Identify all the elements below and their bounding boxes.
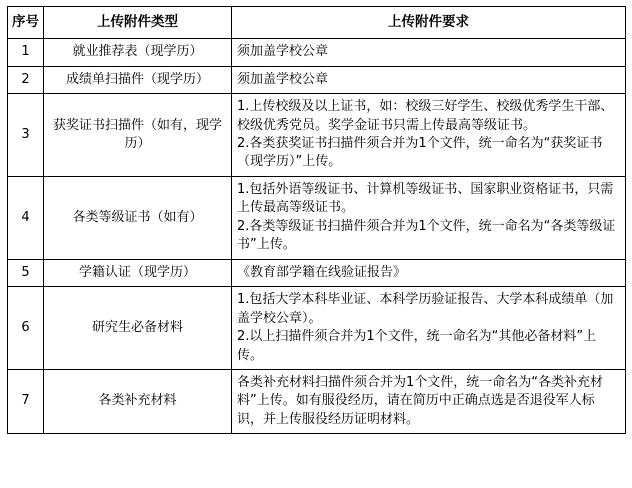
requirement-line: 1.包括大学本科毕业证、本科学历验证报告、大学本科成绩单（加盖学校公章）。 (237, 292, 614, 326)
row-attachment-requirement (232, 259, 626, 286)
requirement-line: 《教育部学籍在线验证报告》 (237, 264, 407, 280)
row-number: 3 (8, 94, 44, 177)
row-attachment-type: 研究生必备材料 (44, 287, 232, 370)
requirement-line: 2.各类获奖证书扫描件须合并为1个文件，统一命名为“获奖证书（现学历）”上传。 (237, 135, 603, 170)
requirement-line: 1.包括外语等级证书、计算机等级证书、国家职业资格证书，只需上传最高等级证书。 (237, 181, 614, 216)
table-row (8, 369, 626, 433)
attachment-requirements-table (7, 6, 626, 434)
requirement-line: 2.以上扫描件须合并为1个文件，统一命名为“其他必备材料”上传。 (237, 329, 597, 363)
column-header-requirement: 上传附件要求 (232, 7, 626, 39)
row-attachment-type: 获奖证书扫描件（如有，现学历） (44, 94, 232, 177)
column-header-type: 上传附件类型 (44, 7, 232, 39)
row-attachment-type: 成绩单扫描件（现学历） (44, 66, 232, 93)
row-attachment-requirement (232, 39, 626, 66)
table-row (8, 176, 626, 259)
table-header-row (8, 7, 626, 39)
row-attachment-type: 就业推荐表（现学历） (44, 39, 232, 66)
row-attachment-requirement (232, 287, 626, 370)
row-attachment-type: 各类补充材料 (44, 369, 232, 433)
row-attachment-type: 学籍认证（现学历） (44, 259, 232, 286)
row-number: 7 (8, 369, 44, 433)
table-row (8, 94, 626, 177)
row-number: 2 (8, 66, 44, 93)
table-row (8, 287, 626, 370)
requirement-line: 须加盖学校公章 (237, 44, 329, 60)
column-header-number: 序号 (8, 7, 44, 39)
table-row (8, 66, 626, 93)
row-number: 6 (8, 287, 44, 370)
requirement-line: 1.上传校级及以上证书，如：校级三好学生、校级优秀学生干部、校级优秀党员。奖学金证书只需上传最高等级证书。 (237, 99, 614, 133)
row-attachment-requirement (232, 94, 626, 177)
requirement-line: 各类补充材料扫描件须合并为1个文件，统一命名为“各类补充材料”上传。如有服役经历，请在简历中正确点选是否退役军人标识，并上传服役经历证明材料。 (237, 374, 604, 427)
row-attachment-type: 各类等级证书（如有） (44, 176, 232, 259)
row-number: 4 (8, 176, 44, 259)
row-number: 5 (8, 259, 44, 286)
table-row (8, 259, 626, 286)
requirement-line: 2.各类等级证书扫描件须合并为1个文件，统一命名为“各类等级证书”上传。 (237, 218, 616, 253)
row-attachment-requirement (232, 369, 626, 433)
row-number: 1 (8, 39, 44, 66)
table-row (8, 39, 626, 66)
requirement-line: 须加盖学校公章 (237, 71, 329, 87)
row-attachment-requirement (232, 66, 626, 93)
row-attachment-requirement (232, 176, 626, 259)
